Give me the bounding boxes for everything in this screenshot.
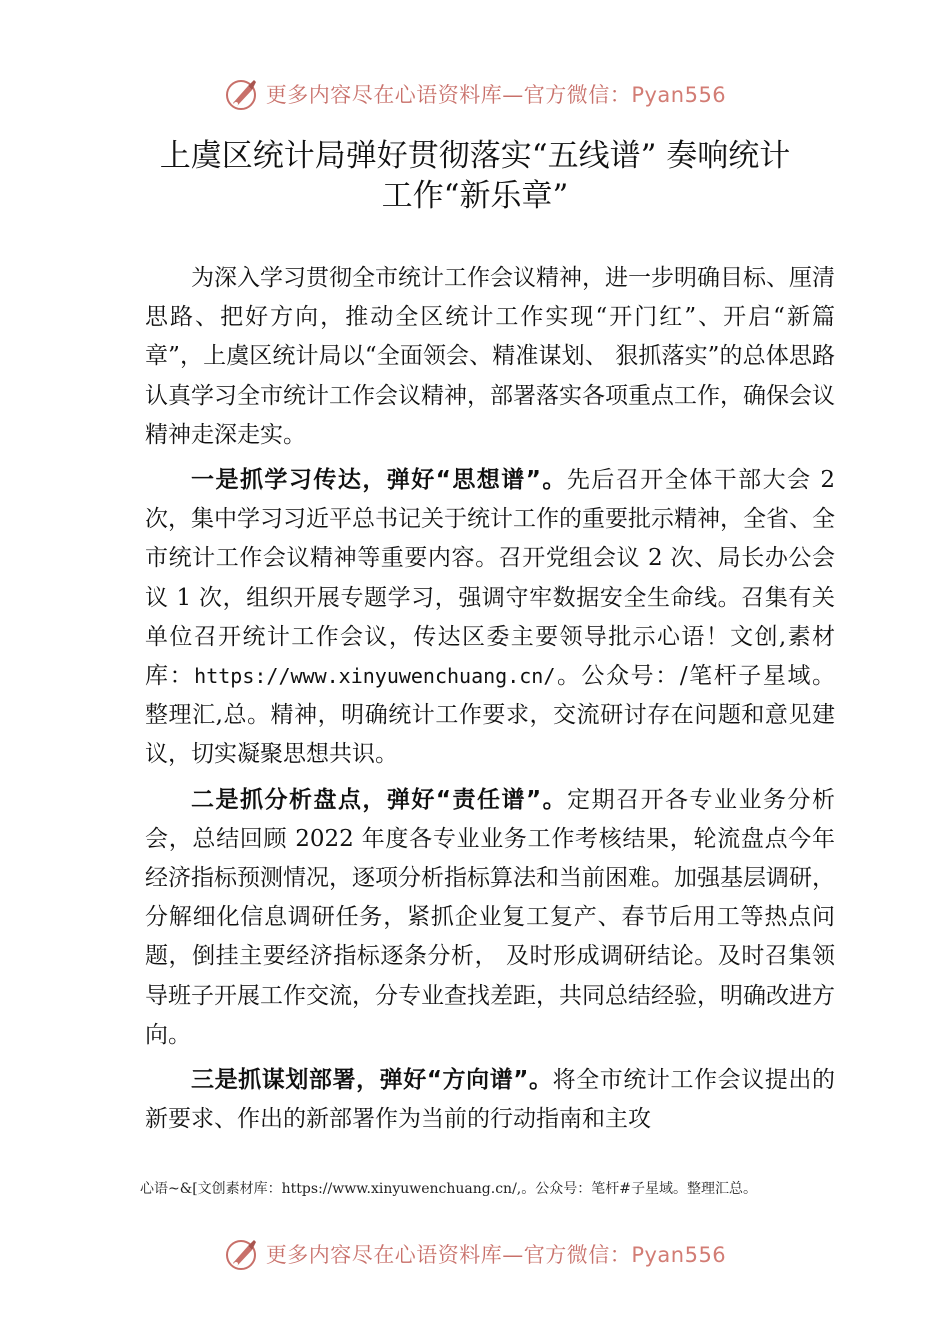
section-1-body: 先后召开全体干部大会 2 次，集中学习习近平总书记关于统计工作的重要批示精神，全省、全市统计工作会议精神等重要内容。召开党组会议 2 次、局长办公会议 1 次，组织开展专题学习，强调守牢数据安全生命线。召集有关单位召开统计工作会议，传达区委主要领导批示心语！文创,素材库：	[145, 467, 835, 690]
section-1-heading: 一是抓学习传达，弹好“思想谱”。	[191, 467, 567, 494]
watermark-header	[0, 74, 950, 114]
section-3-heading: 三是抓谋划部署，弹好“方向谱”。	[191, 1067, 553, 1094]
page-footnote: 心语~&[文创素材库：https://www.xinyuwenchuang.cn/,。公众号：笔杆#子星域。整理汇总。	[140, 1181, 757, 1197]
section-1-paragraph	[145, 461, 835, 775]
section-2-paragraph	[145, 781, 835, 1055]
watermark-text: 更多内容尽在心语资料库—官方微信：Pyan556	[265, 83, 727, 107]
fountain-pen-logo-icon	[224, 76, 260, 112]
watermark-text: 更多内容尽在心语资料库—官方微信：Pyan556	[265, 1243, 727, 1267]
intro-paragraph: 为深入学习贯彻全市统计工作会议精神，进一步明确目标、厘清思路、把好方向，推动全区统计工作实现“开门红”、开启“新篇章”，上虞区统计局以“全面领会、精准谋划、 狠抓落实”的总体思路认真学习全市统计工作会议精神，部署落实各项重点工作，确保会议精神走深走实。	[145, 265, 835, 448]
fountain-pen-logo-icon	[224, 1236, 260, 1272]
title-line-1: 上虞区统计局弹好贯彻落实“五线谱” 奏响统计	[159, 138, 791, 174]
watermark-footer	[0, 1234, 950, 1274]
section-2-heading: 二是抓分析盘点，弹好“责任谱”。	[191, 786, 568, 813]
section-3-body: 将全市统计工作会议提出的新要求、作出的新部署作为当前的行动指南和主攻	[145, 1067, 836, 1133]
section-3-paragraph	[145, 1061, 835, 1139]
document-body	[145, 259, 835, 1145]
title-line-2: 工作“新乐章”	[381, 178, 569, 214]
section-2-body: 定期召开各专业业务分析会，总结回顾 2022 年度各专业业务工作考核结果，轮流盘点今年经济指标预测情况，逐项分析指标算法和当前困难。加强基层调研，分解细化信息调研任务，紧抓企业复工复产、春节后用工等热点问题，倒挂主要经济指标逐条分析， 及时形成调研结论。及时召集领导班子开展工作交流，分专业查找差距，共同总结经验，明确改进方向。	[145, 786, 836, 1048]
section-1-url: https://www.xinyuwenchuang.cn/	[194, 664, 556, 689]
section-1-body-cont: 。公众号：/笔杆子星域。整理汇,总。精神，明确统计工作要求，交流研讨存在问题和意见建议，切实凝聚思想共识。	[145, 663, 836, 768]
document-title	[60, 136, 890, 216]
